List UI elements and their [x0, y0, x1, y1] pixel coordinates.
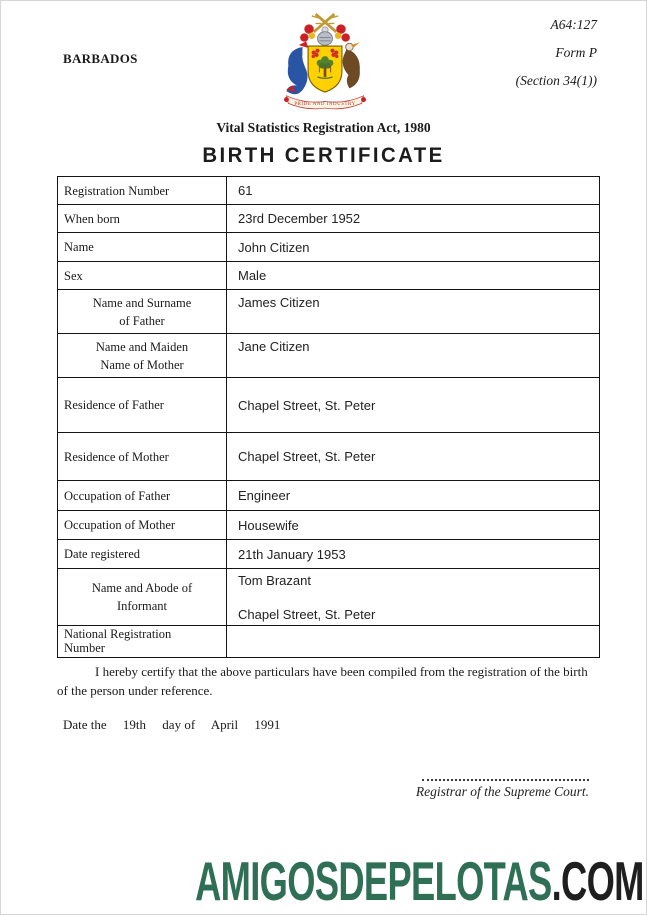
field-label: Name and Abode of Informant	[58, 569, 227, 626]
signature-dotted-line	[422, 769, 589, 781]
table-row	[58, 177, 600, 205]
issue-date-line	[63, 717, 280, 733]
field-value: Engineer	[227, 481, 600, 511]
table-row	[58, 233, 600, 262]
field-label: National Registration Number	[58, 626, 227, 658]
date-year: 1991	[254, 717, 281, 732]
motto-text: PRIDE AND INDUSTRY	[294, 102, 356, 108]
field-value: James Citizen	[227, 290, 600, 334]
field-value: Housewife	[227, 511, 600, 540]
field-label: Residence of Father	[58, 378, 227, 433]
table-row	[58, 290, 600, 334]
field-value: Jane Citizen	[227, 334, 600, 378]
ref-number: A64:127	[550, 17, 597, 32]
informant-name: Tom Brazant	[238, 573, 311, 588]
table-row	[58, 378, 600, 433]
table-row	[58, 626, 600, 658]
field-label: Occupation of Mother	[58, 511, 227, 540]
field-value	[227, 569, 600, 626]
site-watermark	[195, 850, 644, 912]
field-label: Name and Maiden Name of Mother	[58, 334, 227, 378]
form-number: Form P	[555, 45, 597, 60]
motto-ribbon-icon	[284, 96, 366, 109]
field-label: When born	[58, 205, 227, 233]
date-day: 19th	[122, 717, 147, 732]
act-title: Vital Statistics Registration Act, 1980	[216, 120, 431, 135]
field-label: Registration Number	[58, 177, 227, 205]
watermark-name: AMIGOSDEPELOTAS	[195, 850, 552, 912]
field-value	[227, 626, 600, 658]
registrar-title: Registrar of the Supreme Court.	[415, 784, 589, 799]
field-value: 23rd December 1952	[227, 205, 600, 233]
certificate-table	[57, 176, 600, 658]
barbados-coat-of-arms	[278, 12, 372, 112]
certification-statement: I hereby certify that the above particulars have been compiled from the registration of the birth of the person under reference.	[57, 664, 588, 698]
field-label: Sex	[58, 262, 227, 290]
country-label: BARBADOS	[63, 51, 138, 66]
signature-block	[416, 769, 589, 800]
watermark-tld: .COM	[551, 850, 644, 912]
date-month: April	[210, 717, 239, 732]
field-value: 61	[227, 177, 600, 205]
field-value: Chapel Street, St. Peter	[227, 433, 600, 481]
informant-abode: Chapel Street, St. Peter	[238, 607, 376, 622]
table-row	[58, 262, 600, 290]
pelican-supporter-icon	[343, 42, 360, 88]
dolphin-supporter-icon	[286, 41, 308, 94]
section-number: (Section 34(1))	[515, 73, 597, 88]
field-value: John Citizen	[227, 233, 600, 262]
field-label: Date registered	[58, 540, 227, 569]
table-row	[58, 334, 600, 378]
table-row	[58, 481, 600, 511]
form-references	[516, 11, 597, 95]
table-row	[58, 205, 600, 233]
field-value: Chapel Street, St. Peter	[227, 378, 600, 433]
page-title: BIRTH CERTIFICATE	[202, 144, 445, 167]
field-label: Name and Surname of Father	[58, 290, 227, 334]
field-value: 21th January 1953	[227, 540, 600, 569]
table-row	[58, 511, 600, 540]
date-prefix: Date the	[63, 717, 107, 732]
field-label: Name	[58, 233, 227, 262]
helmet-icon	[317, 32, 332, 46]
table-row	[58, 569, 600, 626]
field-label: Residence of Mother	[58, 433, 227, 481]
date-middle: day of	[162, 717, 196, 732]
table-row	[58, 433, 600, 481]
field-value: Male	[227, 262, 600, 290]
field-label: Occupation of Father	[58, 481, 227, 511]
table-row	[58, 540, 600, 569]
